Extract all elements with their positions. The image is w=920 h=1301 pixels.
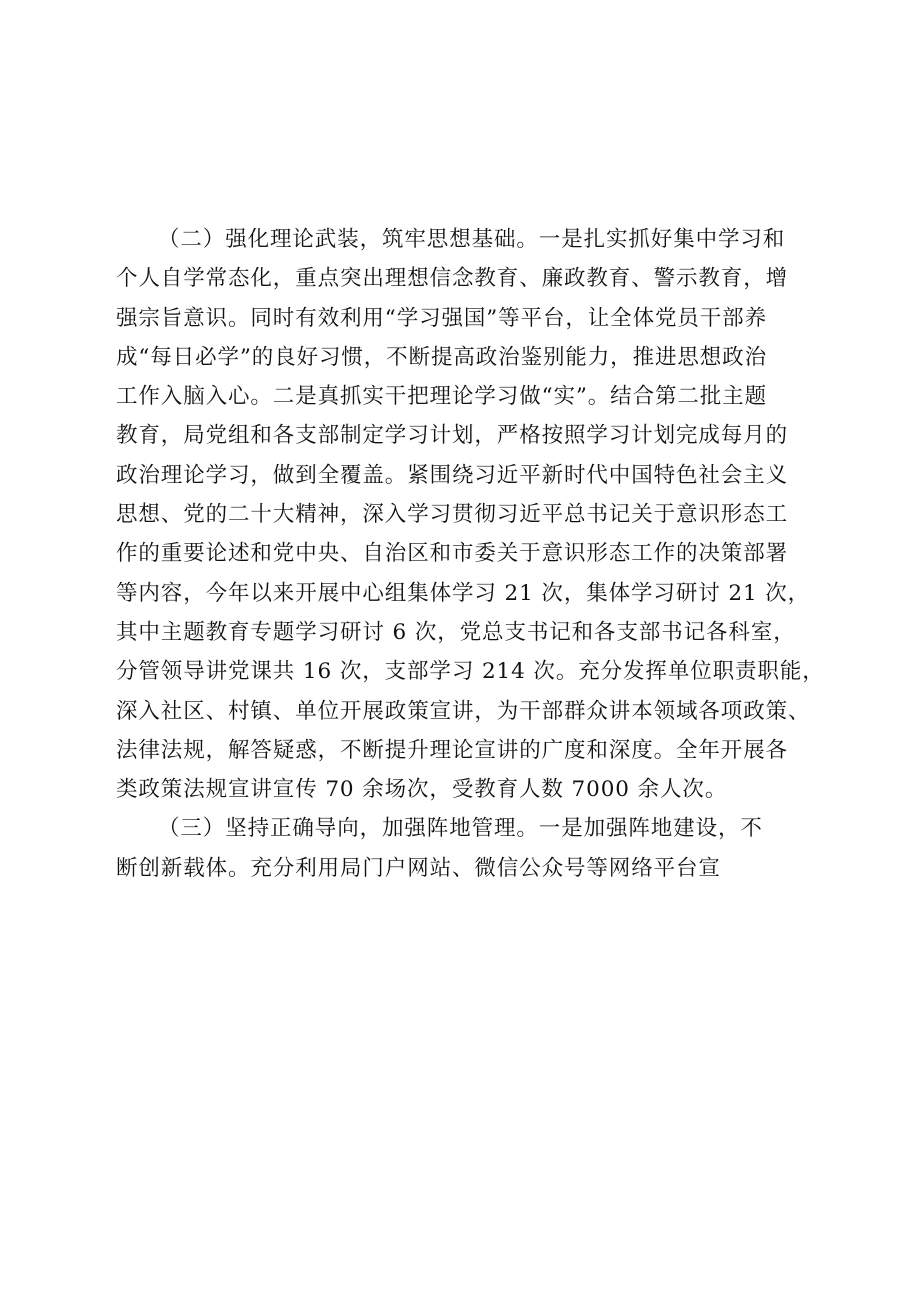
paragraph-line: （三）坚持正确导向，加强阵地管理。一是加强阵地建设，不 <box>158 816 763 842</box>
paragraph-line: 法律法规，解答疑惑，不断提升理论宣讲的广度和深度。全年开展各 <box>116 737 789 763</box>
paragraph-line: 思想、党的二十大精神，深入学习贯彻习近平总书记关于意识形态工 <box>116 502 789 528</box>
paragraph-line: 等内容，今年以来开展中心组集体学习 21 次，集体学习研讨 21 次， <box>116 580 811 606</box>
paragraph-line: 强宗旨意识。同时有效利用“学习强国”等平台，让全体党员干部养 <box>116 305 767 331</box>
paragraph-line: 深入社区、村镇、单位开展政策宣讲，为干部群众讲本领域各项政策、 <box>116 698 811 724</box>
paragraph-line: 工作入脑入心。二是真抓实干把理论学习做“实”。结合第二批主题 <box>116 384 767 410</box>
paragraph-line: 个人自学常态化，重点突出理想信念教育、廉政教育、警示教育，增 <box>116 266 789 292</box>
paragraph-line: 政治理论学习，做到全覆盖。紧围绕习近平新时代中国特色社会主义 <box>116 462 789 488</box>
document-body <box>116 220 836 888</box>
paragraph-line: 成“每日必学”的良好习惯，不断提高政治鉴别能力，推进思想政治 <box>116 344 767 370</box>
section-2-paragraph <box>116 220 836 809</box>
section-3-paragraph <box>116 809 836 888</box>
paragraph-line: 教育，局党组和各支部制定学习计划，严格按照学习计划完成每月的 <box>116 423 789 449</box>
paragraph-line: 断创新载体。充分利用局门户网站、微信公众号等网络平台宣 <box>116 855 721 881</box>
paragraph-line: 其中主题教育专题学习研讨 6 次，党总支书记和各支部书记各科室， <box>116 619 796 645</box>
paragraph-line: 分管领导讲党课共 16 次，支部学习 214 次。充分发挥单位职责职能， <box>116 659 825 685</box>
paragraph-line: 类政策法规宣讲宣传 70 余场次，受教育人数 7000 余人次。 <box>116 777 728 803</box>
paragraph-line: 作的重要论述和党中央、自治区和市委关于意识形态工作的决策部署 <box>116 541 789 567</box>
paragraph-line: （二）强化理论武装，筑牢思想基础。一是扎实抓好集中学习和 <box>158 227 786 252</box>
